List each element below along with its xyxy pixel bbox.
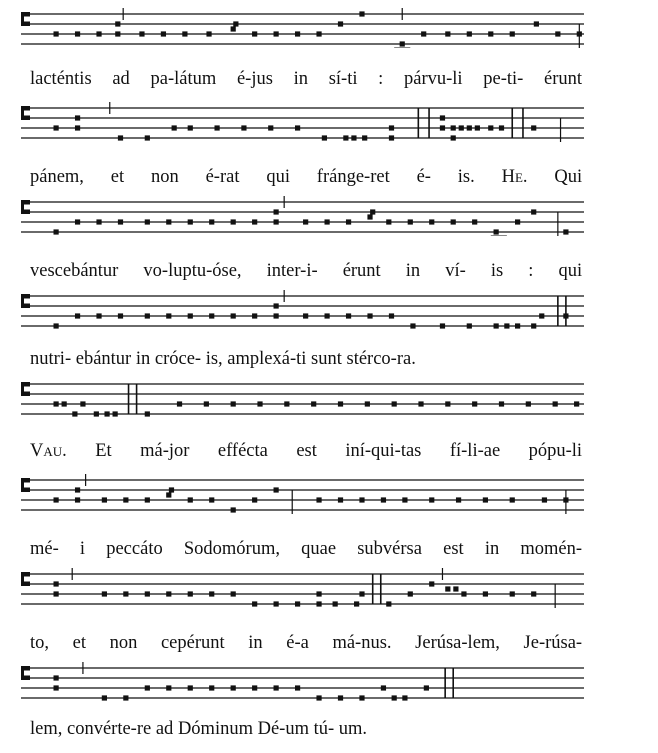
neume <box>118 135 123 140</box>
neume <box>461 591 466 596</box>
section-letter: He. <box>501 167 528 187</box>
neume <box>231 401 236 406</box>
c-clef <box>24 106 30 111</box>
neume <box>231 591 236 596</box>
lyric-line: vescebántur vo-luptu-óse, inter-i- érunt in ví- is : qui <box>30 261 583 281</box>
neume <box>421 31 426 36</box>
c-clef <box>21 12 24 26</box>
neume <box>359 591 364 596</box>
neume <box>346 313 351 318</box>
neume <box>553 401 558 406</box>
neume <box>145 219 150 224</box>
neume <box>231 313 236 318</box>
c-clef <box>24 304 30 309</box>
chant-staff <box>18 474 586 514</box>
neume <box>510 591 515 596</box>
c-clef <box>24 582 30 587</box>
neume <box>563 229 568 234</box>
c-clef <box>24 294 30 299</box>
neume <box>445 401 450 406</box>
neume <box>274 303 279 308</box>
neume <box>75 497 80 502</box>
c-clef <box>24 488 30 493</box>
neume <box>381 497 386 502</box>
neume <box>53 323 58 328</box>
chant-staff <box>18 662 586 702</box>
lyric-line: mé- i peccáto Sodomórum, quae subvérsa est in momén- <box>30 539 583 559</box>
neume <box>402 497 407 502</box>
neume <box>456 497 461 502</box>
neume <box>209 591 214 596</box>
neume <box>429 219 434 224</box>
neume <box>386 219 391 224</box>
neume <box>268 125 273 130</box>
chant-staff <box>18 102 586 142</box>
neume <box>504 323 509 328</box>
neume <box>80 401 85 406</box>
neume <box>53 675 58 680</box>
neume <box>539 313 544 318</box>
neume <box>53 497 58 502</box>
neume <box>188 313 193 318</box>
neume <box>145 313 150 318</box>
c-clef <box>21 382 24 396</box>
neume <box>53 125 58 130</box>
neume <box>381 685 386 690</box>
neume <box>494 229 499 234</box>
neume <box>53 31 58 36</box>
neume <box>274 685 279 690</box>
neume <box>351 135 356 140</box>
neume <box>488 125 493 130</box>
neume <box>451 125 456 130</box>
neume <box>188 685 193 690</box>
neume <box>252 313 257 318</box>
neume <box>252 497 257 502</box>
c-clef <box>24 478 30 483</box>
neume <box>209 497 214 502</box>
neume <box>515 323 520 328</box>
neume <box>295 601 300 606</box>
neume <box>451 219 456 224</box>
neume <box>338 21 343 26</box>
neume <box>515 219 520 224</box>
c-clef <box>21 294 24 308</box>
neume <box>343 135 348 140</box>
c-clef <box>24 572 30 577</box>
lyric-line: lacténtis ad pa-látum é-jus in sí-ti : párvu-li pe-ti- érunt <box>30 69 582 89</box>
neume <box>257 401 262 406</box>
c-clef <box>24 382 30 387</box>
neume <box>510 497 515 502</box>
neume <box>241 125 246 130</box>
neume <box>118 219 123 224</box>
neume <box>316 31 321 36</box>
neume <box>555 31 560 36</box>
neume <box>231 26 236 31</box>
neume <box>161 31 166 36</box>
neume <box>499 401 504 406</box>
neume <box>311 401 316 406</box>
neume <box>53 229 58 234</box>
neume <box>188 125 193 130</box>
neume <box>139 31 144 36</box>
neume <box>96 313 101 318</box>
neume <box>531 323 536 328</box>
neume <box>188 497 193 502</box>
neume <box>531 209 536 214</box>
neume <box>338 497 343 502</box>
neume <box>123 591 128 596</box>
neume <box>303 219 308 224</box>
neume <box>483 497 488 502</box>
neume <box>214 125 219 130</box>
neume <box>316 497 321 502</box>
neume <box>75 115 80 120</box>
chant-staff <box>18 290 586 330</box>
neume <box>252 219 257 224</box>
neume <box>303 313 308 318</box>
neume <box>75 125 80 130</box>
neume <box>123 695 128 700</box>
neume <box>316 601 321 606</box>
neume <box>367 214 372 219</box>
neume <box>166 313 171 318</box>
neume <box>577 31 582 36</box>
neume <box>274 31 279 36</box>
c-clef <box>21 200 24 214</box>
neume <box>510 31 515 36</box>
neume <box>75 313 80 318</box>
neume <box>172 125 177 130</box>
c-clef <box>24 22 30 27</box>
neume <box>102 497 107 502</box>
neume <box>445 31 450 36</box>
neume <box>209 313 214 318</box>
neume <box>233 21 238 26</box>
neume <box>231 507 236 512</box>
chant-staff <box>18 378 586 418</box>
neume <box>526 401 531 406</box>
lyric-line: Vau. Et má-jor effécta est iní-qui-tas fí-li-ae pópu-li <box>30 441 583 461</box>
neume <box>392 401 397 406</box>
neume <box>472 219 477 224</box>
section-letter: Vau. <box>30 441 67 461</box>
c-clef <box>21 666 24 680</box>
neume <box>94 411 99 416</box>
neume <box>472 401 477 406</box>
neume <box>483 591 488 596</box>
neume <box>451 135 456 140</box>
neume <box>386 601 391 606</box>
neume <box>166 219 171 224</box>
lyric-line: lem, convérte-re ad Dóminum Dé-um tú- um. <box>30 719 368 739</box>
lyric-line: nutri- ebántur in cróce- is, amplexá-ti sunt stérco-ra. <box>30 349 416 369</box>
neume <box>440 323 445 328</box>
neume <box>104 411 109 416</box>
neume <box>445 586 450 591</box>
neume <box>324 313 329 318</box>
neume <box>188 219 193 224</box>
neume <box>359 695 364 700</box>
neume <box>459 125 464 130</box>
neume <box>534 21 539 26</box>
neume <box>274 313 279 318</box>
neume <box>418 401 423 406</box>
c-clef <box>21 572 24 586</box>
neume <box>166 685 171 690</box>
chant-staff <box>18 568 586 608</box>
neume <box>324 219 329 224</box>
neume <box>346 219 351 224</box>
neume <box>115 21 120 26</box>
neume <box>475 125 480 130</box>
neume <box>102 591 107 596</box>
neume <box>338 401 343 406</box>
neume <box>75 219 80 224</box>
neume <box>429 497 434 502</box>
neume <box>209 219 214 224</box>
neume <box>188 591 193 596</box>
lyric-line: to, et non cepérunt in é-a má-nus. Jerúsa-lem, Je-rúsa- <box>30 633 583 653</box>
neume <box>206 31 211 36</box>
neume <box>145 591 150 596</box>
neume <box>440 125 445 130</box>
neume <box>295 685 300 690</box>
neume <box>408 219 413 224</box>
neume <box>467 323 472 328</box>
neume <box>209 685 214 690</box>
neume <box>467 125 472 130</box>
neume <box>274 601 279 606</box>
neume <box>123 497 128 502</box>
neume <box>113 411 118 416</box>
neume <box>102 695 107 700</box>
neume <box>402 695 407 700</box>
c-clef <box>21 478 24 492</box>
neume <box>145 685 150 690</box>
c-clef <box>24 116 30 121</box>
neume <box>494 323 499 328</box>
neume <box>62 401 67 406</box>
neume <box>499 125 504 130</box>
neume <box>145 411 150 416</box>
c-clef <box>24 676 30 681</box>
neume <box>166 492 171 497</box>
neume <box>333 601 338 606</box>
neume <box>53 591 58 596</box>
lyric-line: pánem, et non é-rat qui fránge-ret é- is. He. Qui <box>30 167 583 187</box>
neume <box>118 313 123 318</box>
neume <box>231 685 236 690</box>
neume <box>182 31 187 36</box>
neume <box>145 135 150 140</box>
neume <box>563 313 568 318</box>
neume <box>53 685 58 690</box>
neume <box>177 401 182 406</box>
neume <box>362 135 367 140</box>
neume <box>359 11 364 16</box>
neume <box>274 487 279 492</box>
neume <box>354 601 359 606</box>
neume <box>440 115 445 120</box>
neume <box>166 591 171 596</box>
neume <box>169 487 174 492</box>
neume <box>96 219 101 224</box>
neume <box>410 323 415 328</box>
c-clef <box>24 12 30 17</box>
neume <box>467 31 472 36</box>
neume <box>252 31 257 36</box>
chant-staff <box>18 8 586 48</box>
neume <box>542 497 547 502</box>
neume <box>574 401 579 406</box>
neume <box>531 591 536 596</box>
neume <box>370 209 375 214</box>
neume <box>389 313 394 318</box>
neume <box>429 581 434 586</box>
c-clef <box>24 200 30 205</box>
neume <box>231 219 236 224</box>
neume <box>389 135 394 140</box>
neume <box>531 125 536 130</box>
neume <box>252 601 257 606</box>
neume <box>75 31 80 36</box>
neume <box>488 31 493 36</box>
neume <box>359 497 364 502</box>
neume <box>274 209 279 214</box>
neume <box>408 591 413 596</box>
neume <box>338 695 343 700</box>
neume <box>389 125 394 130</box>
neume <box>75 487 80 492</box>
c-clef <box>21 106 24 120</box>
neume <box>400 41 405 46</box>
neume <box>204 401 209 406</box>
neume <box>252 685 257 690</box>
neume <box>453 586 458 591</box>
c-clef <box>24 392 30 397</box>
neume <box>53 581 58 586</box>
chant-staff <box>18 196 586 236</box>
neume <box>365 401 370 406</box>
neume <box>424 685 429 690</box>
neume <box>96 31 101 36</box>
c-clef <box>24 666 30 671</box>
neume <box>115 31 120 36</box>
c-clef <box>24 210 30 215</box>
neume <box>72 411 77 416</box>
neume <box>563 497 568 502</box>
neume <box>295 125 300 130</box>
neume <box>284 401 289 406</box>
neume <box>295 31 300 36</box>
neume <box>316 591 321 596</box>
neume <box>367 313 372 318</box>
neume <box>145 497 150 502</box>
neume <box>392 695 397 700</box>
neume <box>53 401 58 406</box>
neume <box>322 135 327 140</box>
neume <box>316 695 321 700</box>
neume <box>274 219 279 224</box>
